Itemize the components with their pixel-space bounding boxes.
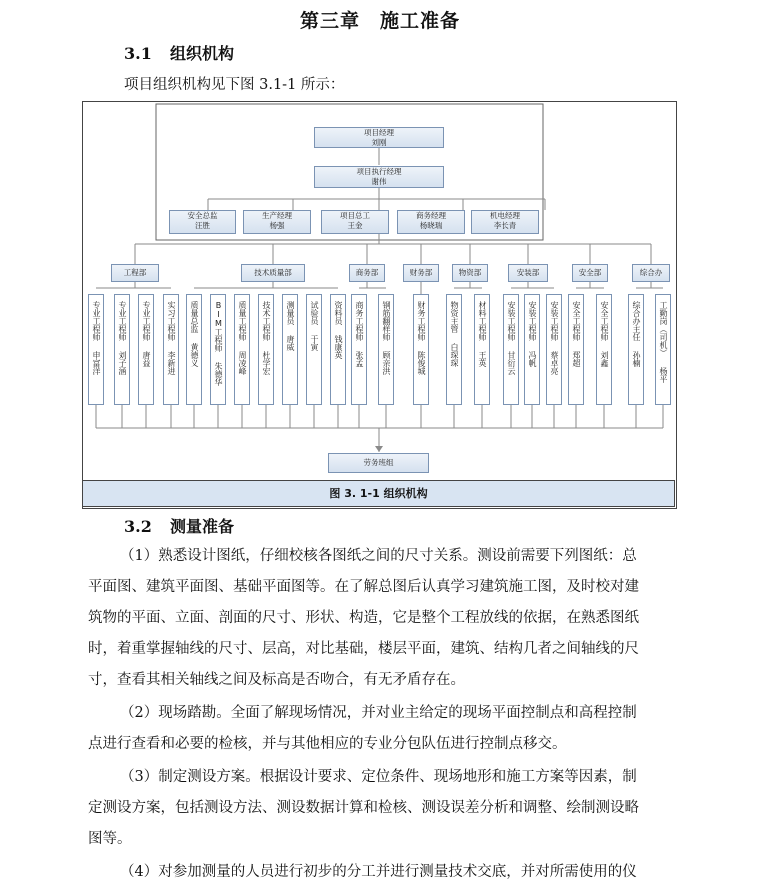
node-title: 机电经理 (490, 211, 520, 220)
paragraph-1-line: 寸，查看其相关轴线之间及标高是否吻合，有无矛盾存在。 (88, 672, 465, 688)
org-staff-14 (446, 294, 462, 405)
staff-role: 商务工程师 (355, 301, 364, 341)
node-title: 安全总监 (187, 211, 218, 220)
node-person: 杨强 (269, 221, 285, 230)
staff-name: 蔡卓亮 (550, 351, 559, 375)
org-staff-10 (330, 294, 346, 405)
org-staff-22 (655, 294, 671, 405)
org-staff-13 (413, 294, 429, 405)
staff-role: 安全工程师 (572, 301, 581, 341)
staff-role: 物资主管 (450, 301, 459, 333)
node-title: 项目总工 (340, 211, 370, 220)
org-dept-general-office: 综合办 (632, 264, 670, 282)
section-heading-3-1 (124, 41, 234, 64)
staff-name: 陈俊城 (417, 351, 426, 375)
staff-role: 质量工程师 (238, 301, 247, 341)
intro-text: 项目组织机构见下图 3.1-1 所示： (124, 77, 345, 93)
org-staff-5 (210, 294, 226, 405)
org-staff-12 (378, 294, 394, 405)
org-dept-safety: 安全部 (572, 264, 608, 282)
org-staff-17 (524, 294, 540, 405)
org-dept-engineering: 工程部 (111, 264, 159, 282)
staff-role: 综合办主任 (632, 301, 641, 341)
staff-name: 冯帆 (528, 351, 537, 367)
paragraph-4-first-line: （4）对参加测量的人员进行初步的分工并进行测量技术交底，并对所需使用的仪 (120, 864, 637, 880)
section-title: 测量准备 (170, 517, 235, 536)
org-node-safety-director (169, 210, 236, 234)
org-staff-15 (474, 294, 490, 405)
staff-name: 杜学宏 (262, 351, 271, 375)
section-heading-3-2 (124, 514, 234, 537)
staff-role: 钢筋翻样师 (382, 301, 391, 341)
org-node-mep-manager (471, 210, 539, 234)
org-staff-9 (306, 294, 322, 405)
org-staff-0 (88, 294, 104, 405)
node-title: 商务经理 (416, 211, 446, 220)
paragraph-1-line: 平面图、建筑平面图、基础平面图等。在了解总图后认真学习建筑施工图，及时校对建 (88, 579, 639, 595)
measurement-paragraphs (88, 541, 688, 888)
staff-name: 孙楠 (632, 351, 641, 367)
staff-role: 技术工程师 (262, 301, 271, 341)
org-staff-19 (568, 294, 584, 405)
org-dept-installation: 安装部 (508, 264, 548, 282)
org-staff-20 (596, 294, 612, 405)
staff-role: 试验员 (310, 301, 319, 325)
paragraph-3-line: 定测设方案，包括测设方法、测设数据计算和检核、测设误差分析和调整、绘制测设略 (88, 800, 639, 816)
org-chart-connectors (83, 102, 676, 482)
staff-role: 专业工程师 (142, 301, 151, 341)
staff-name: 郑超 (572, 351, 581, 367)
staff-name: 王英 (478, 351, 487, 367)
section-number: 3.1 (124, 44, 152, 63)
staff-name: 朱德华 (214, 362, 223, 386)
org-node-executive-manager (314, 166, 444, 188)
org-node-labor-team: 劳务班组 (328, 453, 429, 473)
org-staff-3 (163, 294, 179, 405)
staff-role: 质量总监 (190, 301, 199, 333)
staff-role: 资料员 (334, 301, 343, 325)
staff-role: 安装工程师 (528, 301, 537, 341)
org-staff-2 (138, 294, 154, 405)
staff-name: 甘衍云 (507, 351, 516, 375)
node-person: 刘刚 (371, 138, 387, 147)
staff-role: 专业工程师 (118, 301, 127, 341)
staff-name: 唐威 (286, 335, 295, 351)
paragraph-1-line: 时，着重掌握轴线的尺寸、层高，对比基础，楼层平面，建筑、结构几者之间轴线的尺 (88, 641, 639, 657)
staff-name: 白琛琛 (450, 343, 459, 367)
org-staff-6 (234, 294, 250, 405)
org-staff-16 (503, 294, 519, 405)
paragraph-1-line: 筑物的平面、立面、剖面的尺寸、形状、构造，它是整个工程放线的依据，在熟悉图纸 (88, 610, 639, 626)
org-dept-finance: 财务部 (403, 264, 439, 282)
org-node-production-manager (243, 210, 311, 234)
section-title: 组织机构 (170, 44, 235, 63)
node-person: 汪胜 (195, 221, 210, 230)
org-staff-1 (114, 294, 130, 405)
chapter-title: 第三章 施工准备 (299, 10, 460, 32)
paragraph-2-first-line: （2）现场踏勘。全面了解现场情况，并对业主给定的现场平面控制点和高程控制 (120, 705, 637, 721)
org-staff-18 (546, 294, 562, 405)
org-staff-7 (258, 294, 274, 405)
staff-name: 钱康英 (334, 335, 343, 359)
paragraph-2-line: 点进行查看和必要的检核，并与其他相应的专业分包队伍进行控制点移交。 (88, 736, 567, 752)
org-dept-materials: 物资部 (452, 264, 488, 282)
staff-name: 顾亲洪 (382, 351, 391, 375)
staff-name: 刘子涵 (118, 351, 127, 375)
org-dept-commercial: 商务部 (349, 264, 385, 282)
staff-role: 安装工程师 (507, 301, 516, 341)
staff-name: 周凌峰 (238, 351, 247, 375)
staff-name: 唐益 (142, 351, 151, 367)
staff-role: 材料工程师 (478, 301, 487, 341)
org-node-project-manager (314, 127, 444, 148)
staff-role: 测量员 (286, 301, 295, 325)
figure-caption: 图 3. 1-1 组织机构 (82, 480, 675, 507)
org-staff-4 (186, 294, 202, 405)
paragraph-3-first-line: （3）制定测设方案。根据设计要求、定位条件、现场地形和施工方案等因素，制 (120, 769, 637, 785)
staff-role: 工勤岗（司机） (659, 301, 668, 357)
org-node-commercial-manager (397, 210, 465, 234)
node-title: 生产经理 (262, 211, 292, 220)
org-staff-11 (351, 294, 367, 405)
staff-role: 专业工程师 (92, 301, 101, 341)
org-staff-8 (282, 294, 298, 405)
staff-name: 黄德义 (190, 343, 199, 367)
paragraph-3-line: 图等。 (88, 831, 132, 847)
node-person: 杨晓瑞 (419, 221, 443, 230)
paragraph-1-first-line: （1）熟悉设计图纸，仔细校核各图纸之间的尺寸关系。测设前需要下列图纸：总 (120, 548, 637, 564)
node-title: 项目经理 (364, 128, 394, 137)
org-chart-figure (82, 101, 677, 509)
section-number: 3.2 (124, 517, 152, 536)
org-node-chief-engineer (321, 210, 389, 234)
node-person: 李长青 (493, 221, 517, 230)
staff-role: 安装工程师 (550, 301, 559, 341)
org-dept-tech-quality: 技术质量部 (241, 264, 305, 282)
node-title: 项目执行经理 (356, 167, 402, 176)
staff-role: 财务工程师 (417, 301, 426, 341)
staff-name: 李新进 (167, 351, 176, 375)
org-staff-21 (628, 294, 644, 405)
node-person: 谢伟 (371, 177, 387, 186)
staff-name: 刘鑫 (600, 351, 609, 367)
staff-name: 张孟 (355, 351, 364, 367)
staff-name: 申富洋 (92, 351, 101, 375)
staff-name: 杨平 (659, 367, 668, 383)
staff-role: 安全工程师 (600, 301, 609, 341)
staff-role: BIM工程师 (214, 301, 223, 352)
staff-role: 实习工程师 (167, 301, 176, 341)
staff-name: 于寅 (310, 335, 319, 351)
node-person: 王金 (347, 221, 363, 230)
